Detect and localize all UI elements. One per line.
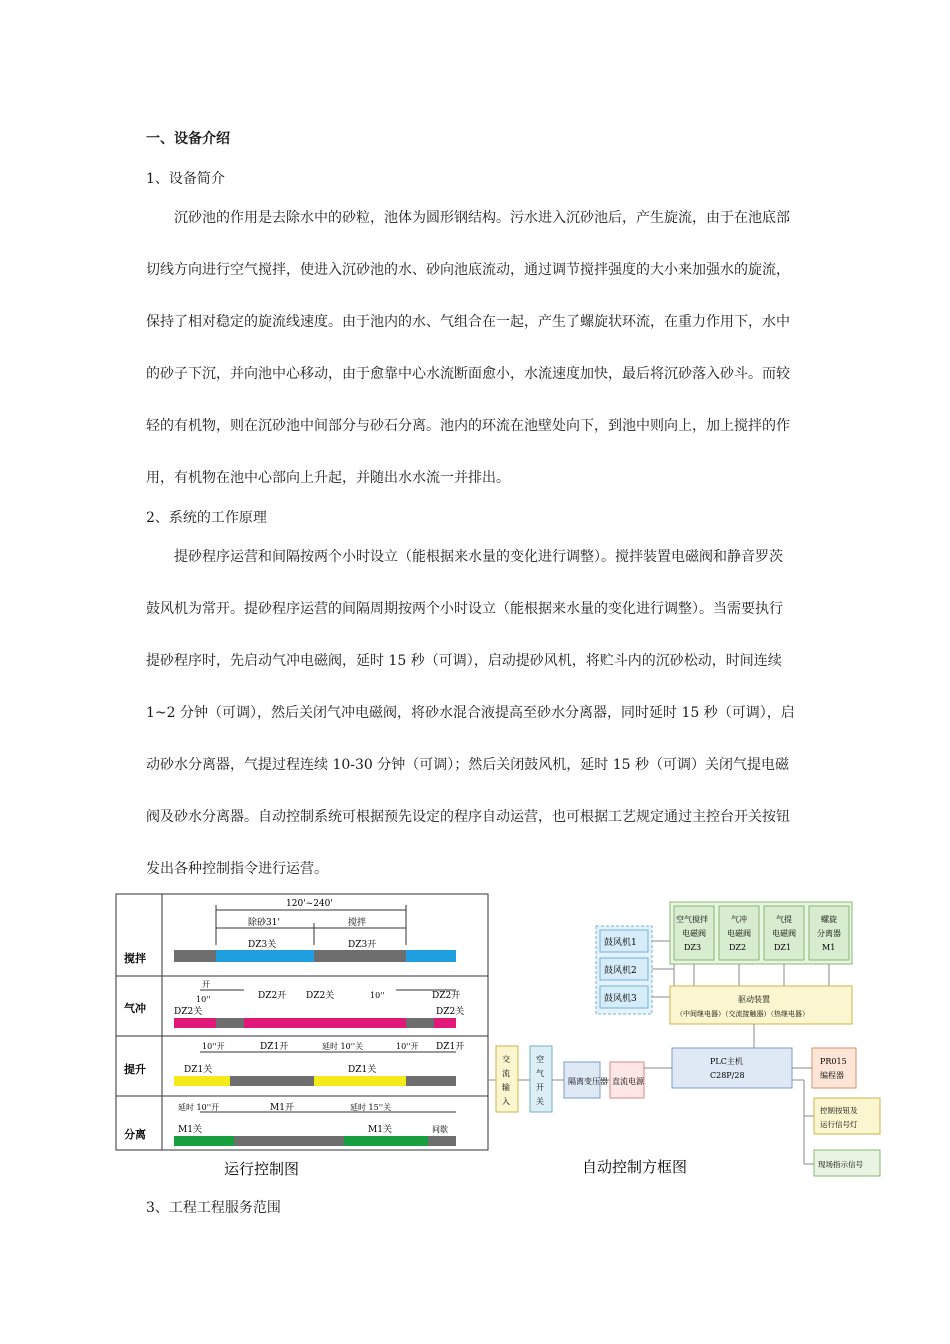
valve-label: DZ3 — [684, 943, 702, 952]
chain-char: 气 — [536, 1069, 544, 1078]
section-heading: 一、设备介绍 — [146, 131, 230, 147]
bar-idle — [174, 950, 216, 962]
text-line: 1~2 分钟（可调），然后关闭气冲电磁阀，将砂水混合液提高至砂水分离器，同时延时 15 秒（可调），启 — [146, 705, 795, 721]
blower-label: 鼓风机1 — [604, 938, 637, 948]
gas-label: DZ2关 — [436, 1007, 465, 1017]
chain-char: 空 — [536, 1055, 544, 1064]
lift-label: DZ1开 — [436, 1042, 465, 1052]
lift-label: 延时 10''关 — [322, 1042, 364, 1051]
text-line: 的砂子下沉，并向池中心移动，由于愈靠中心水流断面愈小，水流速度加快，最后将沉砂落入砂斗。而较 — [146, 366, 790, 382]
valve-label: M1 — [822, 943, 836, 952]
bar-idle — [234, 1136, 344, 1146]
sep-label: M1开 — [270, 1103, 294, 1113]
gas-label: DZ2关 — [306, 991, 335, 1001]
programmer-label: PR015 — [820, 1057, 847, 1066]
blower-label: 鼓风机2 — [604, 966, 637, 976]
chain-char: 关 — [536, 1097, 544, 1106]
valve-label: 电磁阀 — [727, 929, 751, 938]
lift-label: 10''开 — [396, 1042, 419, 1051]
text-line: 阀及砂水分离器。自动控制系统可根据预先设定的程序自动运营，也可根据工艺规定通过主控台开关按钮 — [146, 809, 790, 825]
plc-label: C28P/28 — [710, 1071, 745, 1080]
control-label: 运行信号灯 — [820, 1120, 858, 1129]
timing-chart — [116, 894, 488, 1178]
text-line: 动砂水分离器，气提过程连续 10-30 分钟（可调）；然后关闭鼓风机，延时 15 秒（可调）关闭气提电磁 — [146, 757, 789, 773]
text-line: 切线方向进行空气搅拌，使进入沉砂池的水、砂向池底流动，通过调节搅拌强度的大小来加强水的旋流， — [146, 262, 790, 278]
stir-label: DZ3关 — [248, 940, 277, 950]
bar-sep — [344, 1136, 428, 1146]
text-line: 鼓风机为常开。提砂程序运营的间隔周期按两个小时设立（能根据来水量的变化进行调整）。当需要执行 — [146, 601, 783, 617]
bar-gas — [434, 1018, 456, 1028]
bar-idle — [230, 1076, 314, 1086]
gas-label: 10'' — [196, 995, 211, 1004]
seg-label-stir: 搅拌 — [348, 918, 367, 928]
programmer-box — [812, 1048, 856, 1088]
chain-char: 入 — [502, 1097, 510, 1106]
bar-lift — [314, 1076, 406, 1086]
sep-label: 延时 10''开 — [178, 1103, 220, 1112]
text-line: 沉砂池的作用是去除水中的砂粒，池体为圆形钢结构。污水进入沉砂池后，产生旋流，由于在池底部 — [174, 210, 790, 226]
sep-label: M1关 — [368, 1125, 392, 1135]
valve-label: 分离器 — [817, 929, 841, 938]
chain-char: 流 — [502, 1069, 510, 1078]
bar-idle — [406, 1076, 456, 1086]
gas-label: DZ2开 — [258, 991, 287, 1001]
gas-label: DZ2开 — [432, 991, 461, 1001]
chain-char: 输 — [502, 1083, 510, 1092]
gas-label: 10'' — [370, 991, 385, 1000]
valve-label: DZ1 — [774, 943, 792, 952]
bar-gas — [244, 1018, 406, 1028]
text-line: 保持了相对稳定的旋流线速度。由于池内的水、气组合在一起，产生了螺旋状环流，在重力作用下，水中 — [146, 314, 790, 330]
driver-title: 驱动装置 — [738, 995, 770, 1004]
text-line: 轻的有机物，则在沉砂池中间部分与砂石分离。池内的环流在池壁处向下，到池中则向上，加上搅拌的作 — [146, 418, 790, 434]
sep-label: M1关 — [178, 1125, 202, 1135]
block-caption: 自动控制方框图 — [582, 1158, 688, 1176]
valve-label: 空气搅拌 — [676, 915, 708, 924]
lift-label: DZ1关 — [184, 1065, 213, 1075]
driver-box — [670, 986, 852, 1024]
bar-idle — [406, 1018, 434, 1028]
gas-label: DZ2关 — [174, 1007, 203, 1017]
valve-label: DZ2 — [729, 943, 747, 952]
valve-label: 螺旋 — [821, 915, 837, 924]
sep-label: 延时 15''关 — [350, 1103, 392, 1112]
control-label: 控制按钮及 — [820, 1106, 858, 1115]
transformer-label: 隔离变压器 — [568, 1077, 608, 1086]
bar-sep — [174, 1136, 234, 1146]
bar-stir — [406, 950, 456, 962]
subsection-title-3: 3、工程工程服务范围 — [146, 1200, 281, 1216]
bar-idle — [216, 1018, 244, 1028]
timing-caption: 运行控制图 — [224, 1160, 300, 1178]
bar-gas — [174, 1018, 216, 1028]
driver-sub: （中间继电器）（交流接触器）（热继电器） — [676, 1010, 809, 1018]
row-label-lift: 提升 — [124, 1063, 146, 1076]
valve-label: 气提 — [776, 915, 792, 924]
valve-box — [809, 906, 849, 960]
text-line: 提砂程序时，先启动气冲电磁阀，延时 15 秒（可调），启动提砂风机，将贮斗内的沉砂松动，时间连续 — [146, 653, 782, 669]
seg-label-desand: 除砂31' — [248, 918, 280, 928]
lift-label: DZ1开 — [260, 1042, 289, 1052]
valve-label: 气冲 — [731, 915, 747, 924]
valve-label: 电磁阀 — [682, 929, 706, 938]
stir-label: DZ3开 — [348, 940, 377, 950]
range-label: 120'~240' — [286, 899, 333, 909]
paragraph-principle — [146, 531, 806, 895]
valve-box — [764, 906, 804, 960]
bar-lift — [174, 1076, 230, 1086]
valve-label: 电磁阀 — [772, 929, 796, 938]
subsection-title-1: 1、设备简介 — [146, 171, 225, 187]
lift-label: 10''开 — [202, 1042, 225, 1051]
control-figure — [114, 890, 894, 1185]
blower-label: 鼓风机3 — [604, 994, 637, 1004]
valve-box — [674, 906, 714, 960]
lift-label: DZ1关 — [348, 1065, 377, 1075]
sep-label: 间歇 — [432, 1125, 448, 1134]
row-label-sep: 分离 — [124, 1128, 146, 1141]
gas-label: 开 — [202, 980, 210, 989]
plc-box — [672, 1048, 792, 1088]
valve-box — [719, 906, 759, 960]
row-label-stir: 搅拌 — [124, 952, 146, 965]
dc-label: 直流电源 — [612, 1077, 644, 1086]
text-line: 提砂程序运营和间隔按两个小时设立（能根据来水量的变化进行调整）。搅拌装置电磁阀和静音罗茨 — [174, 549, 783, 565]
chain-char: 交 — [502, 1055, 510, 1064]
bar-idle — [428, 1136, 456, 1146]
text-line: 用，有机物在池中心部向上升起，并随出水水流一并排出。 — [146, 470, 510, 486]
text-line: 发出各种控制指令进行运营。 — [146, 861, 328, 877]
bar-stir — [216, 950, 314, 962]
field-label: 现场指示信号 — [818, 1160, 863, 1169]
row-label-gas: 气冲 — [124, 1002, 146, 1015]
programmer-label: 编程器 — [820, 1071, 844, 1080]
chain-char: 开 — [536, 1083, 544, 1092]
bar-idle — [314, 950, 406, 962]
subsection-title-2: 2、系统的工作原理 — [146, 510, 267, 526]
paragraph-intro — [146, 192, 806, 504]
plc-label: PLC主机 — [710, 1057, 743, 1066]
block-diagram — [488, 902, 880, 1176]
